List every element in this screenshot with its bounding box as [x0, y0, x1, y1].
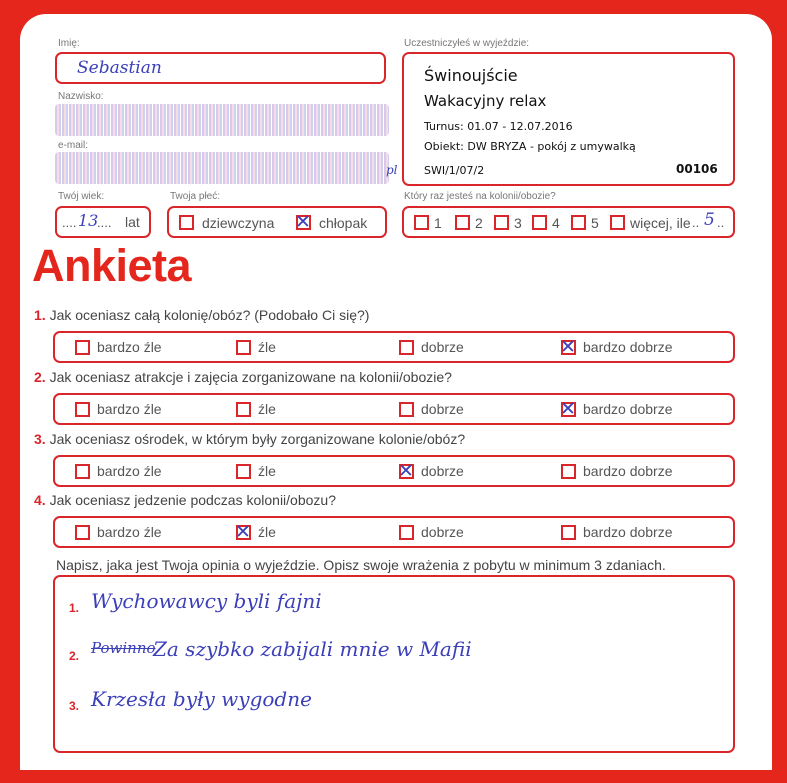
opinion-line-3-text: Krzesła były wygodne — [91, 687, 312, 711]
question-4-option-3: bardzo dobrze — [583, 524, 673, 540]
nazwisko-redacted — [55, 104, 389, 136]
opinion-prompt: Napisz, jaka jest Twoja opinia o wyjeździe. Opisz swoje wrażenia z pobytu w minimum 3 zdaniach. — [56, 557, 666, 573]
question-1-option-1: źle — [258, 339, 276, 355]
opinion-line-2-text: Za szybko zabijali mnie w Mafii — [153, 637, 472, 661]
opinion-box[interactable] — [53, 575, 735, 753]
question-3-options — [53, 455, 735, 487]
question-4-options — [53, 516, 735, 548]
question-label: Jak oceniasz ośrodek, w którym były zorganizowane kolonie/obóz? — [49, 431, 466, 447]
question-1-checkbox-1[interactable] — [236, 340, 251, 355]
question-4-option-2: dobrze — [421, 524, 464, 540]
plec-checkbox-chlopak[interactable] — [295, 211, 311, 233]
question-2-checkbox-0[interactable] — [75, 402, 90, 417]
check-mark: ✕ — [560, 398, 576, 420]
times-more-dots-before: .. — [692, 215, 700, 230]
question-1-option-0: bardzo źle — [97, 339, 162, 355]
question-number: 1. — [34, 307, 46, 323]
times-option-5: więcej, ile — [630, 215, 691, 231]
wiek-dots-before: .... — [62, 215, 77, 230]
question-4-checkbox-0[interactable] — [75, 525, 90, 540]
times-checkbox-5[interactable] — [610, 215, 625, 230]
trip-program: Wakacyjny relax — [424, 92, 547, 110]
plec-option-chlopak: chłopak — [319, 215, 368, 231]
question-3-option-0: bardzo źle — [97, 463, 162, 479]
times-option-4: 5 — [591, 215, 599, 231]
wiek-dots-after: .... — [97, 215, 112, 230]
times-checkbox-1[interactable] — [455, 215, 470, 230]
question-1-text — [34, 307, 369, 323]
question-4-option-1: źle — [258, 524, 276, 540]
question-2-options — [53, 393, 735, 425]
question-2-checkbox-1[interactable] — [236, 402, 251, 417]
trip-number: 00106 — [676, 162, 718, 176]
trip-obiekt: Obiekt: DW BRYZA - pokój z umywalką — [424, 140, 636, 153]
question-1-checkbox-0[interactable] — [75, 340, 90, 355]
times-checkbox-2[interactable] — [494, 215, 509, 230]
opinion-line-3-number: 3. — [69, 699, 80, 713]
times-field — [402, 206, 735, 238]
wiek-field[interactable] — [55, 206, 151, 238]
opinion-line-1-number: 1. — [69, 601, 80, 615]
question-label: Jak oceniasz całą kolonię/obóz? (Podobało Ci się?) — [49, 307, 370, 323]
question-3-option-1: źle — [258, 463, 276, 479]
question-label: Jak oceniasz jedzenie podczas kolonii/obozu? — [49, 492, 336, 508]
times-label: Który raz jesteś na kolonii/obozie? — [404, 191, 556, 202]
question-4-checkbox-3[interactable] — [561, 525, 576, 540]
email-tail: pl — [386, 163, 398, 177]
opinion-line-1-text: Wychowawcy byli fajni — [91, 589, 322, 613]
question-3-option-2: dobrze — [421, 463, 464, 479]
check-mark: ✕ — [560, 336, 576, 358]
question-2-text — [34, 369, 452, 385]
wiek-label: Twój wiek: — [58, 191, 105, 202]
opinion-line-2-number: 2. — [69, 649, 80, 663]
times-more-dots-after: .. — [717, 215, 725, 230]
wiek-value: 13 — [78, 211, 99, 230]
times-more-value: 5 — [704, 210, 715, 230]
question-2-checkbox-3[interactable] — [560, 398, 576, 420]
wiek-unit: lat — [125, 214, 140, 230]
nazwisko-label: Nazwisko: — [58, 91, 104, 102]
trip-turnus: Turnus: 01.07 - 12.07.2016 — [424, 120, 573, 133]
times-checkbox-4[interactable] — [571, 215, 586, 230]
question-label: Jak oceniasz atrakcje i zajęcia zorganizowane na kolonii/obozie? — [49, 369, 452, 385]
times-option-3: 4 — [552, 215, 560, 231]
question-2-option-0: bardzo źle — [97, 401, 162, 417]
times-checkbox-0[interactable] — [414, 215, 429, 230]
question-2-option-1: źle — [258, 401, 276, 417]
question-2-checkbox-2[interactable] — [399, 402, 414, 417]
trip-label: Uczestniczyłeś w wyjeździe: — [404, 38, 530, 49]
opinion-line-2-strike: Powinno — [91, 639, 156, 657]
imie-label: Imię: — [58, 38, 80, 49]
question-4-checkbox-1[interactable] — [235, 521, 251, 543]
question-number: 4. — [34, 492, 46, 508]
times-checkbox-3[interactable] — [532, 215, 547, 230]
email-redacted — [55, 152, 389, 184]
question-3-checkbox-1[interactable] — [236, 464, 251, 479]
imie-value: Sebastian — [77, 58, 162, 78]
question-1-options — [53, 331, 735, 363]
question-1-checkbox-2[interactable] — [399, 340, 414, 355]
plec-check-mark: ✕ — [295, 211, 311, 233]
check-mark: ✕ — [235, 521, 251, 543]
times-option-2: 3 — [514, 215, 522, 231]
question-3-option-3: bardzo dobrze — [583, 463, 673, 479]
question-number: 2. — [34, 369, 46, 385]
check-mark: ✕ — [398, 460, 414, 482]
question-2-option-3: bardzo dobrze — [583, 401, 673, 417]
imie-field[interactable] — [55, 52, 386, 84]
plec-checkbox-dziewczyna[interactable] — [179, 215, 194, 230]
question-4-option-0: bardzo źle — [97, 524, 162, 540]
times-option-1: 2 — [475, 215, 483, 231]
question-number: 3. — [34, 431, 46, 447]
plec-field — [167, 206, 387, 238]
trip-box — [402, 52, 735, 186]
question-4-text — [34, 492, 336, 508]
times-option-0: 1 — [434, 215, 442, 231]
question-3-checkbox-0[interactable] — [75, 464, 90, 479]
question-2-option-2: dobrze — [421, 401, 464, 417]
survey-title: Ankieta — [32, 240, 192, 291]
trip-code: SWI/1/07/2 — [424, 164, 485, 177]
question-3-text — [34, 431, 465, 447]
trip-place: Świnoujście — [424, 66, 518, 85]
question-4-checkbox-2[interactable] — [399, 525, 414, 540]
question-3-checkbox-2[interactable] — [398, 460, 414, 482]
plec-option-dziewczyna: dziewczyna — [202, 215, 275, 231]
question-1-checkbox-3[interactable] — [560, 336, 576, 358]
question-1-option-2: dobrze — [421, 339, 464, 355]
question-3-checkbox-3[interactable] — [561, 464, 576, 479]
question-1-option-3: bardzo dobrze — [583, 339, 673, 355]
email-label: e-mail: — [58, 140, 89, 151]
plec-label: Twoja płeć: — [170, 191, 221, 202]
